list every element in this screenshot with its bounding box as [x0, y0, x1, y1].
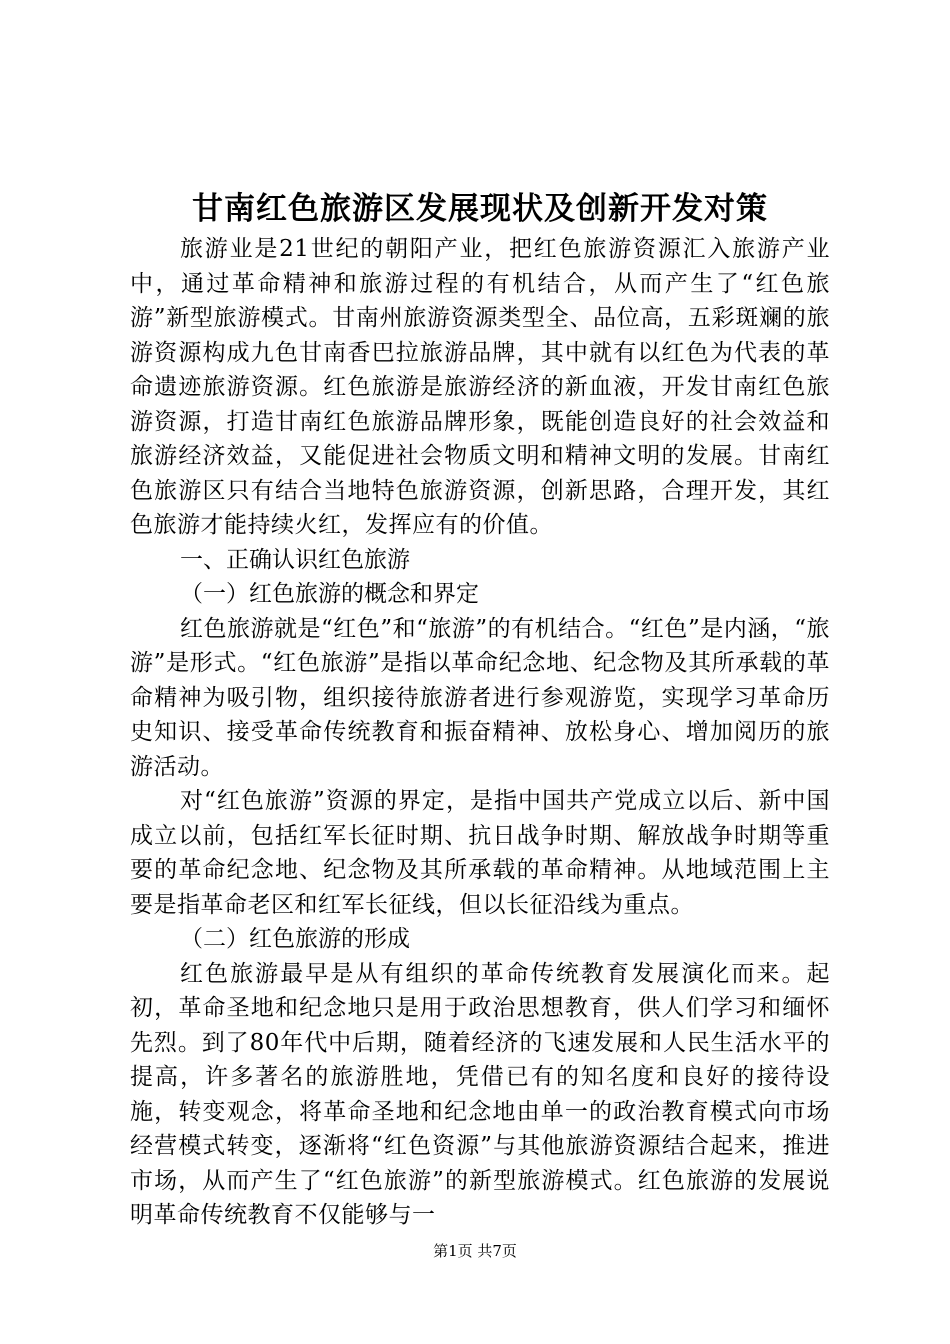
document-body [130, 232, 830, 1233]
formation-paragraph: 红色旅游最早是从有组织的革命传统教育发展演化而来。起初，革命圣地和纪念地只是用于政治思想教育，供人们学习和缅怀先烈。到了80年代中后期，随着经济的飞速发展和人民生活水平的提高，许多著名的旅游胜地，凭借已有的知名度和良好的接待设施，转变观念，将革命圣地和纪念地由单一的政治教育模式向市场经营模式转变，逐渐将“红色资源”与其他旅游资源结合起来，推进市场，从而产生了“红色旅游”的新型旅游模式。红色旅游的发展说明革命传统教育不仅能够与一 [130, 960, 830, 1228]
scope-paragraph: 对“红色旅游”资源的界定，是指中国共产党成立以后、新中国成立以前，包括红军长征时期、抗日战争时期、解放战争时期等重要的革命纪念地、纪念物及其所承载的革命精神。从地域范围上主要是指革命老区和红军长征线，但以长征沿线为重点。 [130, 788, 830, 918]
subsection-heading-1: （一）红色旅游的概念和界定 [180, 581, 479, 607]
document-title: 甘南红色旅游区发展现状及创新开发对策 [192, 191, 768, 227]
page-number-footer: 第1页 共7页 [433, 1242, 517, 1260]
intro-paragraph: 旅游业是21世纪的朝阳产业，把红色旅游资源汇入旅游产业中，通过革命精神和旅游过程的有机结合，从而产生了“红色旅游”新型旅游模式。甘南州旅游资源类型全、品位高，五彩斑斓的旅游资源构成九色甘南香巴拉旅游品牌，其中就有以红色为代表的革命遗迹旅游资源。红色旅游是旅游经济的新血液，开发甘南红色旅游资源，打造甘南红色旅游品牌形象，既能创造良好的社会效益和旅游经济效益，又能促进社会物质文明和精神文明的发展。甘南红色旅游区只有结合当地特色旅游资源，创新思路，合理开发，其红色旅游才能持续火红，发挥应有的价值。 [130, 236, 830, 538]
definition-paragraph: 红色旅游就是“红色”和“旅游”的有机结合。“红色”是内涵，“旅游”是形式。“红色旅游”是指以革命纪念地、纪念物及其所承载的革命精神为吸引物，组织接待旅游者进行参观游览，实现学习革命历史知识、接受革命传统教育和振奋精神、放松身心、增加阅历的旅游活动。 [130, 615, 830, 780]
section-heading-1: 一、正确认识红色旅游 [180, 546, 410, 573]
subsection-heading-2: （二）红色旅游的形成 [180, 926, 410, 952]
